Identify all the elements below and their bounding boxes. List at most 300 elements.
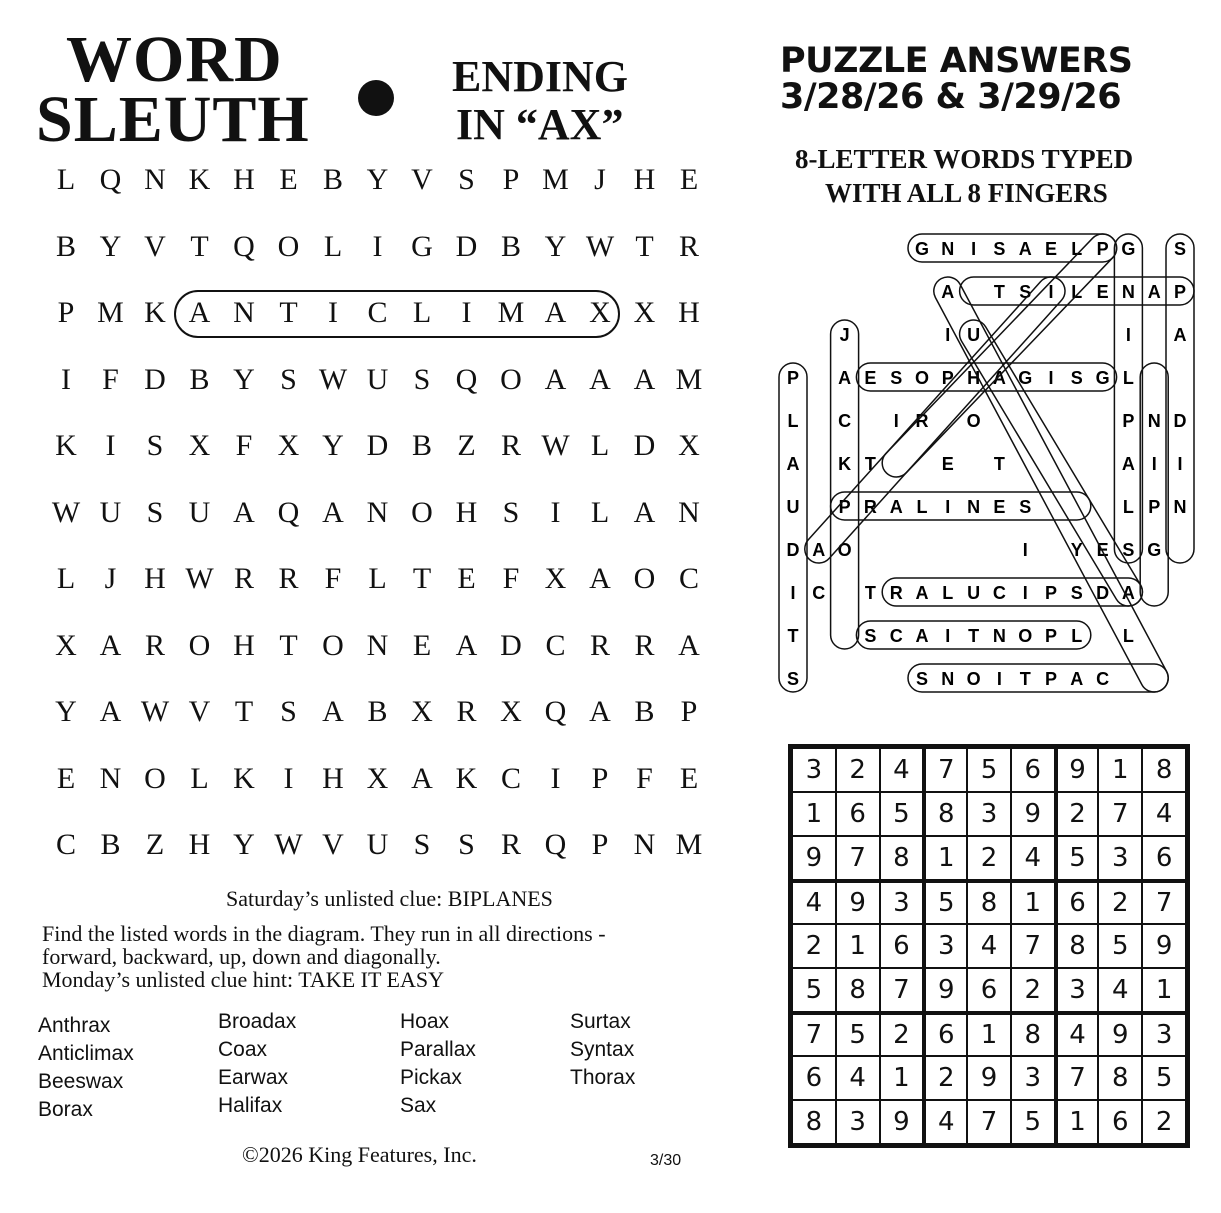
grid-letter: R bbox=[634, 628, 655, 662]
sudoku-cell: 5 bbox=[1012, 1101, 1054, 1143]
grid-letter: E bbox=[457, 562, 476, 595]
grid-letter: Y bbox=[233, 362, 255, 396]
answer-grid-letter: A bbox=[915, 626, 929, 646]
answer-word-loop bbox=[954, 315, 1147, 611]
sudoku-cell: 1 bbox=[881, 1057, 923, 1099]
copyright: ©2026 King Features, Inc. bbox=[242, 1142, 477, 1167]
grid-letter: T bbox=[190, 229, 209, 263]
sudoku-cell: 3 bbox=[1012, 1057, 1054, 1099]
sudoku-cell: 5 bbox=[968, 749, 1010, 791]
grid-letter: E bbox=[679, 163, 699, 196]
answer-grid-letter: S bbox=[1019, 282, 1032, 302]
word-list-column bbox=[38, 1012, 134, 1124]
sudoku-cell: 3 bbox=[881, 881, 923, 923]
grid-letter: I bbox=[372, 229, 383, 263]
answer-grid-letter: N bbox=[1173, 497, 1187, 517]
grid-letter: E bbox=[412, 628, 432, 662]
answer-grid-letter: I bbox=[1151, 454, 1157, 474]
word-list-item: Coax bbox=[218, 1038, 268, 1061]
sudoku-cell: 4 bbox=[793, 881, 835, 923]
sudoku-cell: 1 bbox=[1012, 881, 1054, 923]
grid-letter: B bbox=[189, 362, 210, 396]
answer-grid-letter: C bbox=[838, 411, 852, 431]
answer-grid-letter: A bbox=[915, 583, 929, 603]
answer-grid-letter: T bbox=[1019, 669, 1031, 689]
grid-letter: B bbox=[322, 163, 343, 196]
grid-letter: B bbox=[55, 229, 76, 263]
answer-grid-letter: P bbox=[941, 368, 954, 388]
word-list-item: Beeswax bbox=[38, 1070, 124, 1093]
answer-grid-letter: E bbox=[993, 497, 1006, 517]
grid-letter: R bbox=[678, 229, 699, 263]
answer-grid-letter: P bbox=[1044, 626, 1058, 646]
answer-grid-letter: P bbox=[786, 368, 800, 388]
answer-grid-letter: L bbox=[1122, 368, 1134, 388]
grid-letter: V bbox=[188, 695, 211, 728]
grid-letter: N bbox=[366, 628, 389, 662]
grid-letter: V bbox=[322, 828, 344, 861]
answer-grid-letter: A bbox=[1173, 325, 1187, 345]
grid-letter: Y bbox=[544, 229, 567, 263]
answer-grid-letter: P bbox=[1044, 583, 1058, 603]
grid-letter: W bbox=[318, 362, 348, 396]
grid-letter: H bbox=[144, 562, 166, 595]
grid-letter: S bbox=[280, 695, 297, 728]
grid-letter: C bbox=[545, 628, 566, 662]
answer-grid-letter: P bbox=[1148, 497, 1161, 517]
answer-grid-letter: P bbox=[1096, 239, 1109, 259]
answer-grid-letter: O bbox=[966, 669, 981, 689]
answer-grid-letter: N bbox=[1121, 282, 1135, 302]
answer-grid-letter: G bbox=[1121, 239, 1136, 259]
grid-letter: R bbox=[456, 695, 477, 728]
sudoku-cell: 9 bbox=[837, 881, 879, 923]
grid-letter: Y bbox=[55, 695, 77, 728]
sudoku-cell: 4 bbox=[1056, 1013, 1098, 1055]
sudoku-cell: 6 bbox=[1099, 1101, 1141, 1143]
grid-letter: S bbox=[146, 429, 164, 462]
grid-letter: T bbox=[635, 229, 654, 263]
grid-letter: U bbox=[366, 828, 389, 861]
sudoku-cell: 3 bbox=[968, 793, 1010, 835]
sudoku-cell: 6 bbox=[968, 969, 1010, 1011]
grid-letter: Q bbox=[455, 362, 478, 396]
sudoku-cell: 7 bbox=[1012, 925, 1054, 967]
grid-letter: S bbox=[280, 362, 297, 396]
word-list-item: Sax bbox=[400, 1094, 437, 1117]
grid-letter: Z bbox=[457, 429, 476, 462]
grid-letter: R bbox=[233, 562, 254, 595]
grid-letter: M bbox=[97, 296, 124, 329]
sudoku-cell: 2 bbox=[924, 1057, 966, 1099]
grid-letter: Q bbox=[233, 229, 255, 263]
answer-grid-letter: S bbox=[1019, 497, 1032, 517]
answers-title: PUZZLE ANSWERS bbox=[780, 41, 1133, 81]
grid-letter: Q bbox=[277, 495, 300, 529]
answer-grid-letter: L bbox=[1122, 497, 1134, 517]
word-list-item: Anticlimax bbox=[38, 1042, 134, 1065]
grid-letter: W bbox=[541, 429, 570, 462]
answer-grid-letter: P bbox=[838, 497, 851, 517]
grid-letter: H bbox=[455, 495, 478, 529]
grid-letter: K bbox=[455, 761, 478, 795]
grid-letter: X bbox=[188, 429, 211, 462]
word-list-column bbox=[218, 1008, 296, 1120]
sudoku-cell: 6 bbox=[924, 1013, 966, 1055]
answers-dates: 3/28/26 & 3/29/26 bbox=[780, 77, 1122, 117]
answer-grid-letter: T bbox=[787, 626, 799, 646]
grid-letter: A bbox=[633, 495, 656, 529]
grid-letter: A bbox=[589, 695, 611, 728]
instructions-line: forward, backward, up, down and diagonally. bbox=[42, 944, 441, 969]
grid-letter: O bbox=[633, 562, 656, 595]
answer-grid-letter: I bbox=[996, 669, 1002, 689]
grid-letter: O bbox=[188, 628, 211, 662]
grid-letter: T bbox=[279, 296, 298, 329]
grid-letter: R bbox=[278, 562, 299, 595]
grid-letter: O bbox=[411, 495, 433, 529]
grid-letter: A bbox=[544, 296, 567, 329]
sudoku-cell: 4 bbox=[1143, 793, 1185, 835]
word-list-item: Broadax bbox=[218, 1010, 297, 1033]
sudoku-cell: 2 bbox=[1143, 1101, 1185, 1143]
answer-grid-letter: P bbox=[1122, 411, 1135, 431]
answer-grid-letter: A bbox=[889, 497, 903, 517]
grid-letter: H bbox=[322, 761, 344, 795]
sudoku-cell: 9 bbox=[881, 1101, 923, 1143]
grid-letter: B bbox=[100, 828, 121, 861]
answer-grid-letter: A bbox=[1147, 282, 1161, 302]
answer-grid-letter: I bbox=[893, 411, 899, 431]
grid-letter: K bbox=[233, 761, 255, 795]
answer-grid-letter: O bbox=[966, 411, 981, 431]
sudoku-cell: 8 bbox=[793, 1101, 835, 1143]
answer-grid-letter: C bbox=[889, 626, 903, 646]
answer-grid-letter: N bbox=[941, 239, 955, 259]
sudoku-cell: 9 bbox=[968, 1057, 1010, 1099]
sudoku-cell: 2 bbox=[1099, 881, 1141, 923]
grid-letter: X bbox=[589, 296, 611, 329]
answer-grid-letter: U bbox=[786, 497, 800, 517]
answer-grid-letter: R bbox=[863, 497, 877, 517]
answer-grid-letter: A bbox=[838, 368, 852, 388]
word-list-item: Syntax bbox=[570, 1038, 635, 1061]
grid-letter: H bbox=[233, 163, 255, 196]
grid-letter: O bbox=[322, 628, 344, 662]
grid-letter: X bbox=[544, 562, 567, 595]
sudoku-cell: 3 bbox=[793, 749, 835, 791]
answers-subtitle-line-2: WITH ALL 8 FINGERS bbox=[825, 178, 1108, 208]
sudoku-cell: 1 bbox=[837, 925, 879, 967]
sudoku-cell: 4 bbox=[1012, 837, 1054, 879]
answer-grid-letter: A bbox=[812, 540, 826, 560]
answer-grid-letter: S bbox=[915, 669, 929, 689]
grid-letter: X bbox=[678, 429, 700, 462]
sudoku-cell: 6 bbox=[881, 925, 923, 967]
grid-letter: R bbox=[500, 828, 521, 861]
grid-letter: K bbox=[188, 163, 211, 196]
answer-grid-letter: L bbox=[1071, 282, 1083, 302]
instructions bbox=[42, 922, 606, 991]
grid-letter: Q bbox=[544, 695, 567, 728]
sudoku-cell: 3 bbox=[924, 925, 966, 967]
answer-grid-letter: L bbox=[787, 411, 799, 431]
grid-letter: Z bbox=[145, 828, 165, 861]
sudoku-cell: 4 bbox=[1099, 969, 1141, 1011]
answer-grid-letter: I bbox=[1022, 540, 1028, 560]
title-sleuth: SLEUTH bbox=[36, 83, 310, 156]
answer-grid-letter: P bbox=[1044, 669, 1058, 689]
word-search-grid bbox=[44, 160, 724, 880]
sudoku-cell: 6 bbox=[1143, 837, 1185, 879]
answer-grid-letter: R bbox=[915, 411, 929, 431]
sudoku-cell: 7 bbox=[793, 1013, 835, 1055]
grid-letter: Q bbox=[99, 163, 122, 196]
answer-grid-letter: A bbox=[786, 454, 800, 474]
grid-letter: W bbox=[51, 495, 81, 529]
saturday-clue: Saturday’s unlisted clue: BIPLANES bbox=[226, 886, 553, 911]
word-list-item: Surtax bbox=[570, 1010, 631, 1033]
grid-letter: D bbox=[144, 362, 166, 396]
sudoku-cell: 1 bbox=[1056, 1101, 1098, 1143]
answer-grid-letter: I bbox=[945, 626, 951, 646]
title-word: WORD bbox=[66, 23, 283, 96]
sudoku-cell: 2 bbox=[793, 925, 835, 967]
sudoku-cell: 9 bbox=[924, 969, 966, 1011]
sudoku-cell: 4 bbox=[881, 749, 923, 791]
grid-letter: R bbox=[500, 429, 521, 462]
grid-letter: A bbox=[233, 495, 255, 529]
sudoku-cell: 7 bbox=[1056, 1057, 1098, 1099]
answer-grid-letter: L bbox=[916, 497, 928, 517]
answer-grid-letter: A bbox=[1070, 669, 1084, 689]
grid-letter: X bbox=[366, 761, 389, 795]
grid-letter: F bbox=[502, 562, 520, 595]
sudoku-cell: 4 bbox=[968, 925, 1010, 967]
word-list-item: Parallax bbox=[400, 1038, 476, 1061]
answer-grid-letter: L bbox=[942, 583, 954, 603]
grid-letter: X bbox=[55, 628, 77, 662]
grid-letter: A bbox=[188, 296, 211, 329]
answer-grid-letter: E bbox=[1044, 239, 1058, 259]
grid-letter: P bbox=[591, 828, 609, 861]
word-list-item: Halifax bbox=[218, 1094, 283, 1117]
sudoku-cell: 1 bbox=[1099, 749, 1141, 791]
answer-grid-letter: D bbox=[786, 540, 800, 560]
grid-letter: D bbox=[633, 429, 656, 462]
grid-letter: I bbox=[105, 429, 116, 462]
grid-letter: A bbox=[411, 761, 433, 795]
grid-letter: S bbox=[413, 362, 431, 396]
grid-letter: L bbox=[56, 562, 76, 595]
answer-grid-letter: T bbox=[864, 583, 876, 603]
grid-letter: S bbox=[458, 163, 475, 196]
answer-grid-letter: S bbox=[993, 239, 1006, 259]
answer-grid-letter: R bbox=[889, 583, 903, 603]
word-list-item: Earwax bbox=[218, 1066, 289, 1089]
grid-letter: P bbox=[57, 296, 75, 329]
sudoku-cell: 5 bbox=[1056, 837, 1098, 879]
answer-grid-letter: Y bbox=[1070, 540, 1083, 560]
answer-grid-letter: A bbox=[1121, 454, 1135, 474]
answer-grid-letter: S bbox=[864, 626, 877, 646]
grid-letter: Y bbox=[233, 828, 255, 861]
grid-letter: L bbox=[56, 163, 76, 196]
grid-letter: T bbox=[234, 695, 254, 728]
grid-letter: A bbox=[99, 695, 122, 728]
answer-grid-letter: L bbox=[1071, 239, 1083, 259]
grid-letter: X bbox=[277, 429, 300, 462]
grid-letter: S bbox=[146, 495, 164, 529]
grid-letter: L bbox=[368, 562, 387, 595]
answer-grid-letter: I bbox=[945, 497, 951, 517]
puzzle-date: 3/30 bbox=[650, 1152, 682, 1169]
grid-letter: O bbox=[500, 362, 522, 396]
answer-grid-letter: J bbox=[839, 325, 850, 345]
answer-grid-letter: A bbox=[941, 282, 955, 302]
grid-letter: D bbox=[455, 229, 478, 263]
grid-letter: I bbox=[461, 296, 472, 329]
answer-grid-letter: S bbox=[786, 669, 800, 689]
sudoku-cell: 1 bbox=[793, 793, 835, 835]
grid-letter: C bbox=[367, 296, 388, 329]
answer-grid-letter: T bbox=[968, 626, 980, 646]
answer-grid-letter: L bbox=[1122, 626, 1134, 646]
grid-letter: U bbox=[99, 495, 122, 529]
answer-grid-letter: S bbox=[1070, 583, 1083, 603]
grid-letter: H bbox=[233, 628, 255, 662]
grid-letter: D bbox=[500, 628, 522, 662]
sudoku-cell: 3 bbox=[1056, 969, 1098, 1011]
sudoku-cell: 2 bbox=[837, 749, 879, 791]
answer-grid-letter: E bbox=[941, 454, 954, 474]
grid-letter: C bbox=[500, 761, 521, 795]
grid-letter: Y bbox=[366, 163, 389, 196]
grid-letter: O bbox=[277, 229, 300, 263]
word-list-column bbox=[570, 1008, 635, 1092]
grid-letter: I bbox=[550, 495, 561, 529]
answer-word-loop bbox=[1140, 363, 1168, 606]
grid-letter: T bbox=[279, 628, 298, 662]
sudoku-cell: 1 bbox=[1143, 969, 1185, 1011]
answer-grid-letter: C bbox=[1096, 669, 1110, 689]
grid-letter: N bbox=[633, 828, 656, 861]
grid-letter: I bbox=[283, 761, 294, 795]
grid-letter: B bbox=[500, 229, 521, 263]
grid-letter: B bbox=[634, 695, 655, 728]
sudoku-cell: 2 bbox=[1012, 969, 1054, 1011]
grid-letter: M bbox=[497, 296, 525, 329]
grid-letter: F bbox=[636, 761, 653, 795]
answer-grid-letter: I bbox=[1048, 368, 1054, 388]
answers-subtitle-line-1: 8-LETTER WORDS TYPED bbox=[795, 144, 1134, 174]
grid-letter: L bbox=[412, 296, 432, 329]
sudoku-cell: 3 bbox=[837, 1101, 879, 1143]
grid-letter: C bbox=[55, 828, 76, 861]
theme-line-1: ENDING bbox=[452, 52, 629, 101]
grid-letter: C bbox=[678, 562, 699, 595]
grid-letter: O bbox=[144, 761, 166, 795]
answer-grid-letter: T bbox=[993, 282, 1005, 302]
grid-letter: H bbox=[633, 163, 656, 196]
grid-letter: W bbox=[185, 562, 214, 595]
sudoku-cell: 8 bbox=[924, 793, 966, 835]
grid-letter: U bbox=[366, 362, 389, 396]
answer-grid-letter: G bbox=[914, 239, 930, 259]
grid-letter: Q bbox=[544, 828, 567, 861]
sudoku-cell: 6 bbox=[1012, 749, 1054, 791]
sudoku-cell: 5 bbox=[793, 969, 835, 1011]
sudoku-cell: 3 bbox=[1143, 1013, 1185, 1055]
grid-letter: S bbox=[413, 828, 431, 861]
title-bullet-icon bbox=[358, 80, 394, 116]
grid-letter: A bbox=[633, 362, 656, 396]
grid-letter: X bbox=[633, 296, 656, 329]
grid-letter: R bbox=[144, 628, 165, 662]
answer-grid-letter: P bbox=[1173, 282, 1187, 302]
sudoku-cell: 8 bbox=[1056, 925, 1098, 967]
answer-grid-letter: C bbox=[812, 583, 826, 603]
sudoku-cell: 8 bbox=[1099, 1057, 1141, 1099]
sudoku-cell: 9 bbox=[1099, 1013, 1141, 1055]
grid-letter: X bbox=[500, 695, 522, 728]
answer-grid-letter: N bbox=[1147, 411, 1161, 431]
answer-grid-letter: O bbox=[837, 540, 852, 560]
sudoku-cell: 7 bbox=[1143, 881, 1185, 923]
word-list-item: Pickax bbox=[400, 1066, 462, 1089]
answer-grid-letter: G bbox=[1095, 368, 1110, 388]
grid-letter: N bbox=[144, 163, 166, 196]
grid-letter: Y bbox=[99, 229, 122, 263]
answer-grid-letter: S bbox=[1122, 540, 1135, 560]
answer-grid-letter: T bbox=[993, 454, 1005, 474]
sudoku-cell: 6 bbox=[837, 793, 879, 835]
grid-letter: Y bbox=[322, 429, 344, 462]
answer-grid-letter: U bbox=[967, 583, 981, 603]
word-list-item: Thorax bbox=[570, 1066, 636, 1089]
sudoku-cell: 4 bbox=[924, 1101, 966, 1143]
answer-grid-letter: C bbox=[992, 583, 1006, 603]
answer-grid-letter: I bbox=[1022, 583, 1028, 603]
answer-grid-letter: S bbox=[890, 368, 903, 388]
sudoku-cell: 8 bbox=[1143, 749, 1185, 791]
answer-grid-letter: D bbox=[1173, 411, 1187, 431]
grid-letter: A bbox=[322, 695, 344, 728]
sudoku-cell: 2 bbox=[881, 1013, 923, 1055]
grid-letter: T bbox=[412, 562, 432, 595]
answer-word-loop bbox=[908, 234, 1117, 262]
sudoku-cell: 7 bbox=[881, 969, 923, 1011]
grid-letter: E bbox=[279, 163, 298, 196]
grid-letter: J bbox=[104, 562, 117, 595]
sudoku-cell: 3 bbox=[1099, 837, 1141, 879]
sudoku-cell: 7 bbox=[924, 749, 966, 791]
answer-grid-letter: G bbox=[1147, 540, 1162, 560]
grid-letter: R bbox=[589, 628, 610, 662]
grid-letter: S bbox=[458, 828, 475, 861]
sudoku-cell: 1 bbox=[924, 837, 966, 879]
grid-letter: K bbox=[55, 429, 77, 462]
grid-letter: S bbox=[502, 495, 520, 529]
anticlimax-answer-loop bbox=[174, 290, 620, 338]
grid-letter: E bbox=[56, 761, 76, 795]
answer-grid-letter: U bbox=[967, 325, 981, 345]
sudoku-cell: 7 bbox=[968, 1101, 1010, 1143]
grid-letter: I bbox=[328, 296, 338, 329]
sudoku-cell: 1 bbox=[968, 1013, 1010, 1055]
grid-letter: N bbox=[678, 495, 700, 529]
grid-letter: M bbox=[542, 163, 569, 196]
